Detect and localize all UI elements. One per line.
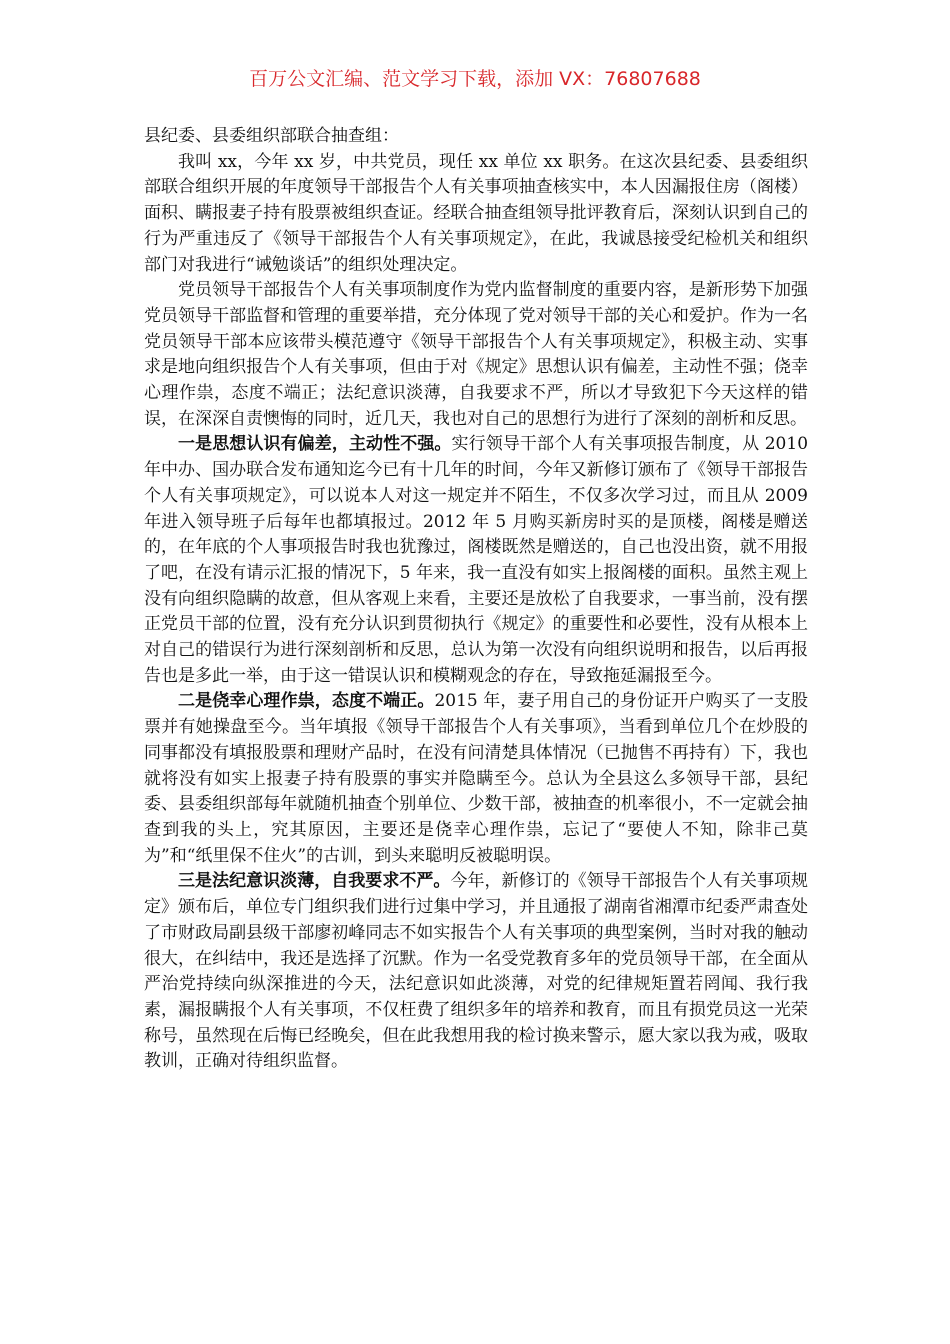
paragraph-text: 实行领导干部个人有关事项报告制度，从 2010 年中办、国办联合发布通知迄今已有十几年的时间，今年又新修订颁布了《领导干部报告个人有关事项规定》，可以说本人对这一规定并不陌生，不仅多次学习过，而且从 2009 年进入领导班子后每年也都填报过。2012 年 5 月购买新房时买的是顶楼，阁楼是赠送的，在年底的个人事项报告时我也犹豫过，阁楼既然是赠送的，自己也没出资，就不用报了吧，在没有请示汇报的情况下，5 年来，我一直没有如实上报阁楼的面积。虽然主观上没有向组织隐瞒的故意，但从客观上来看，主要还是放松了自我要求，一事当前，没有摆正党员干部的位置，没有充分认识到贯彻执行《规定》的重要性和必要性，没有从根本上对自己的错误行为进行深刻剖析和反思，总认为第一次没有向组织说明和报告，以后再报告也是多此一举，由于这一错误认识和模糊观念的存在，导致拖延漏报至今。 [144,434,809,686]
paragraph-text: 今年，新修订的《领导干部报告个人有关事项规定》颁布后，单位专门组织我们进行过集中学习，并且通报了湖南省湘潭市纪委严肃查处了市财政局副县级干部廖初峰同志不如实报告个人有关事项的典型案例，当时对我的触动很大，在纠结中，我还是选择了沉默。作为一名受党教育多年的党员领导干部，在全面从严治党持续向纵深推进的今天，法纪意识如此淡薄，对党的纪律规矩置若罔闻、我行我素，漏报瞒报个人有关事项，不仅枉费了组织多年的培养和教育，而且有损党员这一光荣称号，虽然现在后悔已经晚矣，但在此我想用我的检讨换来警示，愿大家以我为戒，吸取教训，正确对待组织监督。 [144,871,809,1072]
paragraph-overview [144,278,808,432]
paragraph-lead: 一是思想认识有偏差，主动性不强。 [178,434,452,455]
paragraph-lead: 三是法纪意识淡薄，自我要求不严。 [178,871,451,892]
paragraph-point-three [144,869,808,1075]
paragraph-point-two [144,689,808,869]
paragraph-lead: 二是侥幸心理作祟，态度不端正。 [178,691,435,712]
paragraph-point-one [144,432,808,689]
paragraph-text: 我叫 xx，今年 xx 岁，中共党员，现任 xx 单位 xx 职务。在这次县纪委、县委组织部联合组织开展的年度领导干部报告个人有关事项抽查核实中，本人因漏报住房（阁楼）面积、瞒报妻子持有股票被组织查证。经联合抽查组领导批评教育后，深刻认识到自己的行为严重违反了《领导干部报告个人有关事项规定》，在此，我诚恳接受纪检机关和组织部门对我进行“诫勉谈话”的组织处理决定。 [144,151,808,275]
document-body [144,124,808,1075]
promo-banner: 百万公文汇编、范文学习下载，添加 VX：76807688 [249,68,701,90]
paragraph-intro [144,150,808,279]
paragraph-text: 党员领导干部报告个人有关事项制度作为党内监督制度的重要内容，是新形势下加强党员领导干部监督和管理的重要举措，充分体现了党对领导干部的关心和爱护。作为一名党员领导干部本应该带头模范遵守《领导干部报告个人有关事项规定》，积极主动、实事求是地向组织报告个人有关事项，但由于对《规定》思想认识有偏差，主动性不强；侥幸心理作祟，态度不端正；法纪意识淡薄，自我要求不严，所以才导致犯下今天这样的错误，在深深自责懊悔的同时，近几天，我也对自己的思想行为进行了深刻的剖析和反思。 [144,280,808,429]
paragraph-text: 2015 年，妻子用自己的身份证开户购买了一支股票并有她操盘至今。当年填报《领导干部报告个人有关事项》，当看到单位几个在炒股的同事都没有填报股票和理财产品时，在没有问清楚具体情况（已抛售不再持有）下，我也就将没有如实上报妻子持有股票的事实并隐瞒至今。总认为全县这么多领导干部，县纪委、县委组织部每年就随机抽查个别单位、少数干部，被抽查的机率很小，不一定就会抽查到我的头上，究其原因，主要还是侥幸心理作祟，忘记了“要使人不知，除非己莫为”和“纸里保不住火”的古训，到头来聪明反被聪明误。 [144,691,808,866]
salutation: 县纪委、县委组织部联合抽查组： [144,126,399,146]
